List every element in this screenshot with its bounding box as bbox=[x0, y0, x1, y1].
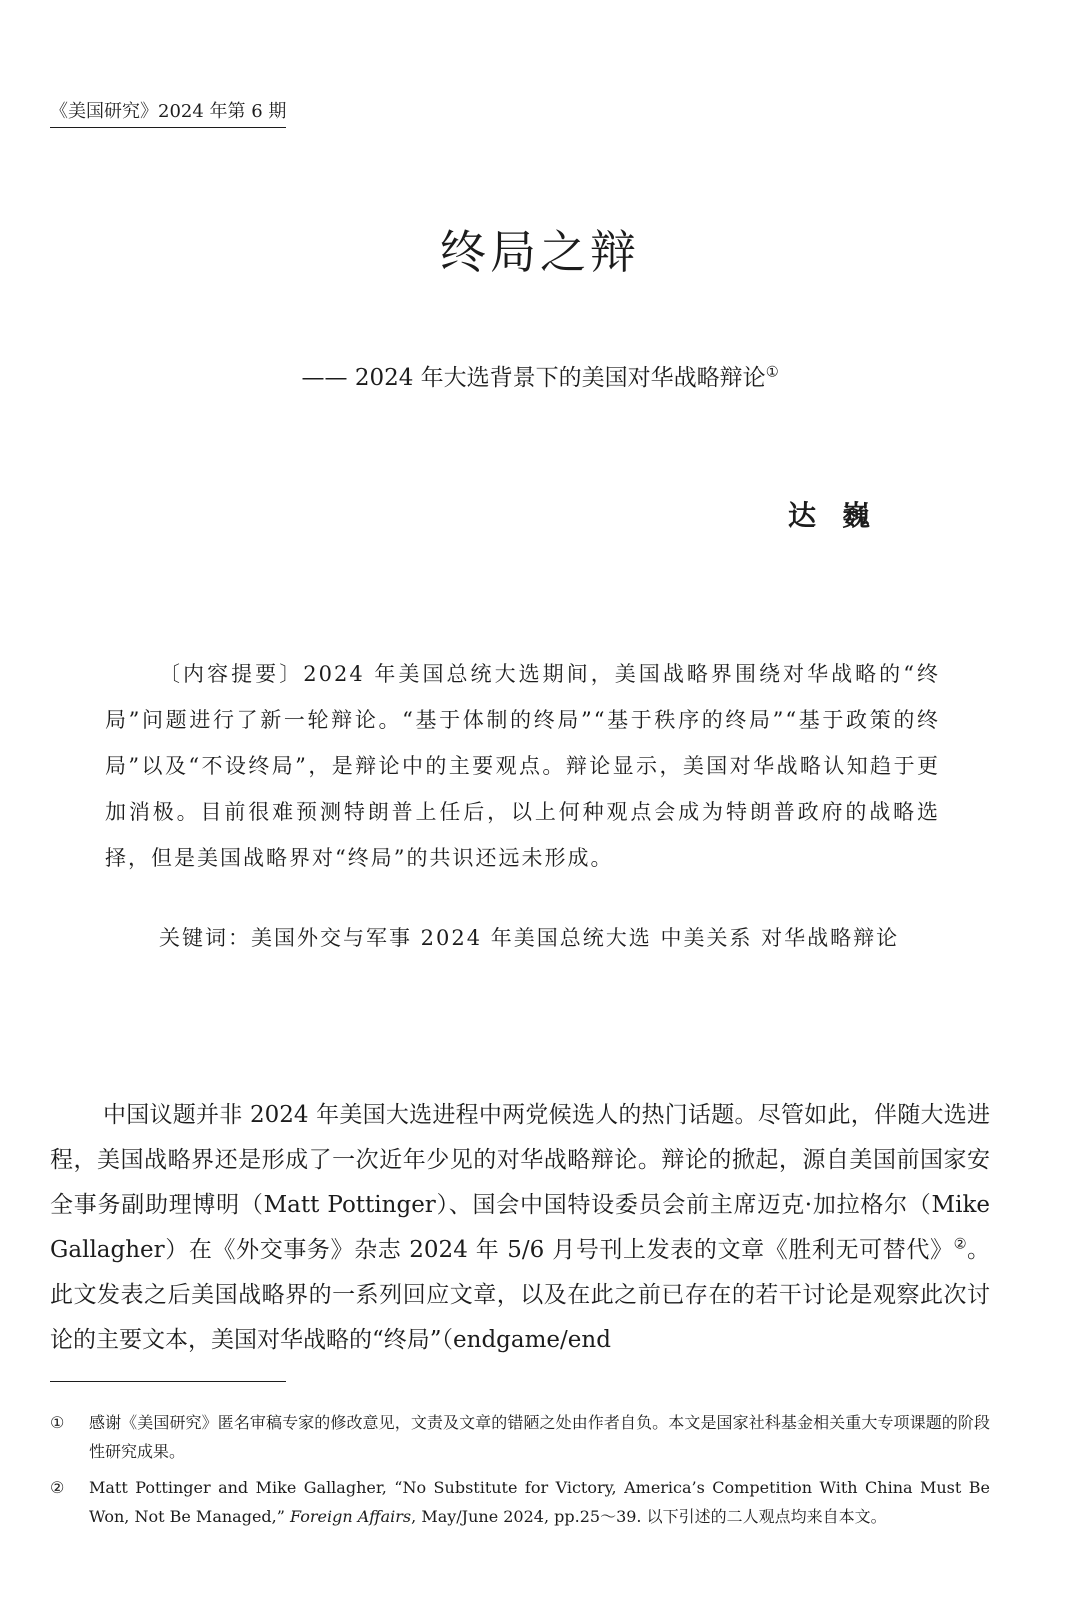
keywords-text: 美国外交与军事 2024 年美国总统大选 中美关系 对华战略辩论 bbox=[251, 926, 900, 950]
author-name: 达巍 bbox=[788, 499, 897, 532]
keywords-label: 关键词： bbox=[159, 926, 251, 950]
abstract-text: 2024 年美国总统大选期间，美国战略界围绕对华战略的“终局”问题进行了新一轮辩论。“基于体制的终局”“基于秩序的终局”“基于政策的终局”以及“不设终局”，是辩论中的主要观点。辩论显示，美国对华战略认知趋于更加消极。目前很难预测特朗普上任后，以上何种观点会成为特朗普政府的战略选择，但是美国战略界对“终局”的共识还远未形成。 bbox=[105, 662, 940, 870]
footnote-2-text-part-1: Matt Pottinger and Mike Gallagher, “No Substitute for Victory, America’s Competition With China Must Be Won, Not Be Managed,” bbox=[89, 1478, 990, 1526]
footnote-2-mark: ② bbox=[50, 1478, 65, 1497]
article-subtitle bbox=[0, 362, 1080, 394]
footnote-ref-1[interactable]: ① bbox=[765, 364, 779, 381]
footnote-1-text: 感谢《美国研究》匿名审稿专家的修改意见，文责及文章的错陋之处由作者自负。本文是国家社科基金相关重大专项课题的阶段性研究成果。 bbox=[89, 1413, 990, 1461]
article-title: 终局之辩 bbox=[440, 225, 640, 279]
footnote-2-body bbox=[89, 1473, 990, 1531]
footnote-1 bbox=[50, 1408, 990, 1466]
footnote-divider bbox=[50, 1381, 286, 1382]
footnote-2-text-part-2: , May/June 2024, pp.25～39. 以下引述的二人观点均来自本文。 bbox=[411, 1507, 887, 1526]
body-text-part-1: 中国议题并非 2024 年美国大选进程中两党候选人的热门话题。尽管如此，伴随大选进程，美国战略界还是形成了一次近年少见的对华战略辩论。辩论的掀起，源自美国前国家安全事务副助理博明（Matt Pottinger）、国会中国特设委员会前主席迈克·加拉格尔（Mike Gallagher）在《外交事务》杂志 2024 年 5/6 月号刊上发表的文章《胜利无可替代》 bbox=[50, 1102, 990, 1263]
abstract-label: 〔内容提要〕 bbox=[159, 662, 304, 686]
body-paragraph bbox=[50, 1093, 990, 1365]
subtitle-text: —— 2024 年大选背景下的美国对华战略辩论 bbox=[301, 365, 766, 391]
keywords bbox=[105, 915, 940, 961]
footnote-ref-2[interactable]: ② bbox=[953, 1236, 967, 1253]
journal-issue-header: 《美国研究》2024 年第 6 期 bbox=[50, 100, 286, 128]
abstract bbox=[105, 651, 940, 881]
footnote-2 bbox=[50, 1473, 990, 1531]
body-text-part-2: 。此文发表之后美国战略界的一系列回应文章，以及在此之前已存在的若干讨论是观察此次讨论的主要文本，美国对华战略的“终局”（endgame/end bbox=[50, 1237, 990, 1353]
footnote-2-journal: Foreign Affairs bbox=[290, 1507, 412, 1526]
footnote-1-mark: ① bbox=[50, 1413, 65, 1432]
